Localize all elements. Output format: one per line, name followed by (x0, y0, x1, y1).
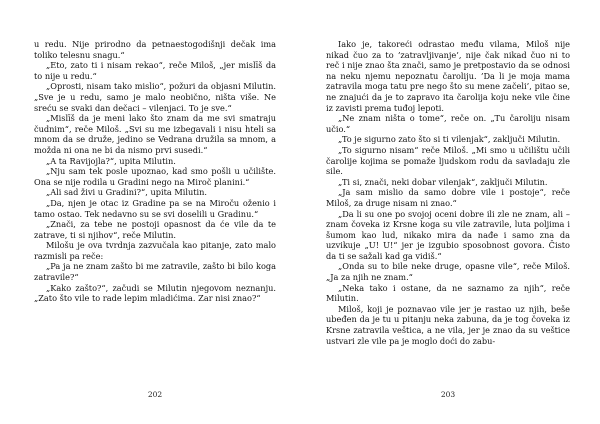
paragraph: Iako je, takoreći odrastao među vilama, Miloš nije nikad čuo za to ’zatravljivanje’, nije čak nikad čuo ni to reč i nije znao šta znači, samo je pretpostavio da se odnosi na neku njemu nepoznatu čaroliju. ’Da li je moja mama zatravila moga tatu pre nego što su mene začeli’, pitao se, ne znajući da je to zapravo ita čarolija koju neke vile čine iz zavisti prema tuđoj lepoti. (326, 39, 570, 113)
paragraph: „Da, njen je otac iz Gradine pa se na Miroču oženio i tamo ostao. Tek nedavno su se svi doselili u Gradinu.“ (34, 197, 276, 219)
paragraph: „Eto, zato ti i nisam rekao“, reče Miloš, „jer mislīš da to nije u redu.“ (34, 60, 276, 81)
paragraph: Milošu je ova tvrdnja zazvučala kao pitanje, zato malo razmisli pa reče: (34, 240, 276, 261)
page-number-right: 203 (440, 390, 456, 399)
paragraph: „Ti si, znači, neki dobar vilenjak“, zaključi Milutin. (338, 176, 548, 187)
paragraph: „To sigurno nisam“ reče Miloš. „Mi smo u učilištu učili čarolije kojima se pomaže ljudskom rodu da savladaju zle sile. (326, 144, 570, 177)
paragraph: „Da li su one po svojoj oceni dobre ili zle ne znam, ali – znam čoveka iz Krsne koga su vile zatravile, luta poljima i šumom kao lud, nikako mira da nađe i samo zna da uzvikuje „U! U!“ jer je izgubio sposobnost govora. Čisto da ti se sažali kad ga vidiš.“ (326, 208, 570, 261)
paragraph: „Onda su to bile neke druge, opasne vile“, reče Miloš. „Ja za njih ne znam.“ (326, 261, 570, 283)
paragraph: „Pa ja ne znam zašto bi me zatravile, zašto bi bilo koga zatravile?“ (34, 261, 276, 283)
paragraph: u redu. Nije prirodno da petnaestogodišnji dečak ima toliko telesnu snagu.“ (34, 39, 276, 60)
paragraph: Miloš, koji je poznavao vile jer je rastao uz njih, beše ubeđen da je tu u pitanju neka zabuna, da je tog čoveka iz Krsne zatravila veštica, a ne vila, jer je znao da su veštice ustvari zle vile pa je moglo doći do zabu- (326, 303, 570, 346)
page-number-left: 202 (147, 390, 163, 399)
right-page-text (326, 39, 570, 346)
paragraph: „Oprosti, nisam tako mislio“, požuri da objasni Milutin. „Sve je u redu, samo je malo neobično, ništa više. Ne sreću se svaki dan dečaci – vilenjaci. To je sve.“ (34, 81, 276, 113)
paragraph: „Znači, za tebe ne postoji opasnost da će vile da te zatrave, ti si njihov“, reče Milutin. (34, 219, 276, 240)
paragraph: „Kako zašto?“, začudi se Milutin njegovom neznanju. „Zato što vile to rade lepim mladićima. Zar nisi znao?“ (34, 282, 276, 304)
paragraph: „Nju sam tek posle upoznao, kad smo pošli u učilište. Ona se nije rodila u Gradini nego na Miroč planini.“ (34, 166, 276, 187)
paragraph: „Mislīš da je meni lako što znam da me svi smatraju čudnim“, reče Miloš. „Svi su me izbegavali i nisu hteli sa mnom da se druže, jedino se Vedrana družila sa mnom, a možda ni ona ne bi da nismo prvi susedi.“ (34, 113, 276, 155)
paragraph: „Ali sad živi u Gradini?“, upita Milutin. (46, 187, 208, 198)
paragraph: „A ta Ravijojla?“, upita Milutin. (46, 155, 176, 166)
paragraph: „Neka tako i ostane, da ne saznamo za njih“, reče Milutin. (326, 282, 570, 304)
left-page-text (34, 39, 276, 304)
paragraph: „Ne znam ništa o tome“, reče on. „Tu čaroliju nisam učio.“ (326, 113, 570, 134)
paragraph: „Ja sam mislio da samo dobre vile i postoje“, reče Miloš, za druge nisam ni znao.“ (326, 187, 570, 208)
paragraph: „To je sigurno zato što si ti vilenjak“, zaključi Milutin. (338, 134, 561, 145)
